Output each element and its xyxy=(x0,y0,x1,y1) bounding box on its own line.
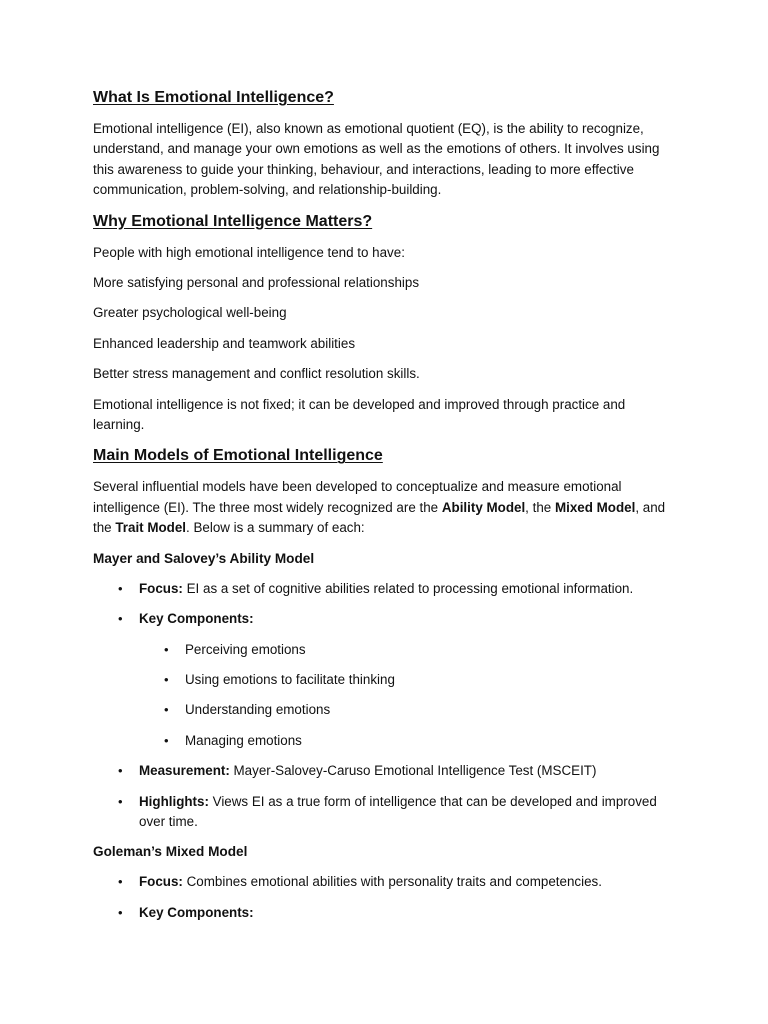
subheading-mixed-model: Goleman’s Mixed Model xyxy=(93,844,248,860)
models-intro-text: , and the xyxy=(93,499,666,536)
benefit-item: Enhanced leadership and teamwork abilities xyxy=(93,335,356,351)
highlights-text: Views EI as a true form of intelligence that can be developed and improved over time. xyxy=(139,793,657,829)
component-item: • Managing emotions xyxy=(93,731,678,751)
highlights-label: Highlights: xyxy=(139,793,209,809)
subheading-ability-model: Mayer and Salovey’s Ability Model xyxy=(93,550,315,566)
measurement-label: Measurement: xyxy=(139,763,230,779)
paragraph-ei-not-fixed: Emotional intelligence is not fixed; it can be developed and improved through practice and learning. xyxy=(93,396,626,433)
paragraph-ei-definition: Emotional intelligence (EI), also known as emotional quotient (EQ), is the ability to recognize, understand, and manage your own emotions as well as the emotions of others. It involves using this awareness to guide your thinking, behaviour, and interactions, leading to more effective communication, problem-solving, and relationship-building. xyxy=(93,121,660,198)
key-components-label: Key Components: xyxy=(139,611,254,627)
benefit-item: Better stress management and conflict resolution skills. xyxy=(93,366,420,382)
component-item: • Using emotions to facilitate thinking xyxy=(93,670,678,690)
benefit-item: Greater psychological well-being xyxy=(93,305,287,321)
list-item-highlights xyxy=(93,792,678,833)
component-item: • Understanding emotions xyxy=(93,700,678,720)
models-intro-text: Several influential models have been developed to conceptualize and measure emotional intelligence (EI). The three most widely recognized are the xyxy=(93,479,622,515)
focus-label: Focus: xyxy=(139,874,183,890)
mixed-model-list xyxy=(93,872,678,923)
mixed-model-term: Mixed Model xyxy=(554,499,636,515)
list-item-focus xyxy=(93,579,678,599)
models-intro-text: . Below is a summary of each: xyxy=(186,520,365,536)
paragraph-models-intro xyxy=(93,477,678,538)
measurement-text: Mayer-Salovey-Caruso Emotional Intelligence Test (MSCEIT) xyxy=(229,763,597,779)
heading-main-models: Main Models of Emotional Intelligence xyxy=(93,447,383,465)
list-item-key-components xyxy=(93,609,678,629)
heading-why-ei-matters: Why Emotional Intelligence Matters? xyxy=(93,212,373,230)
ability-model-term: Ability Model xyxy=(441,499,526,515)
ability-model-list xyxy=(93,579,678,833)
models-intro-text: , the xyxy=(525,499,555,515)
focus-text: EI as a set of cognitive abilities related to processing emotional information. xyxy=(182,580,634,596)
paragraph-ei-benefits-intro: People with high emotional intelligence tend to have: xyxy=(93,244,405,260)
benefit-item: More satisfying personal and professional relationships xyxy=(93,275,420,291)
component-item: • Perceiving emotions xyxy=(93,640,678,660)
focus-label: Focus: xyxy=(139,580,183,596)
list-item-key-components xyxy=(93,903,678,923)
key-components-label: Key Components: xyxy=(139,904,254,920)
heading-what-is-ei: What Is Emotional Intelligence? xyxy=(93,89,334,106)
trait-model-term: Trait Model xyxy=(115,520,187,536)
list-item-measurement xyxy=(93,761,678,781)
document-body xyxy=(93,87,678,933)
list-item-focus xyxy=(93,872,678,892)
focus-text: Combines emotional abilities with personality traits and competencies. xyxy=(182,874,602,890)
